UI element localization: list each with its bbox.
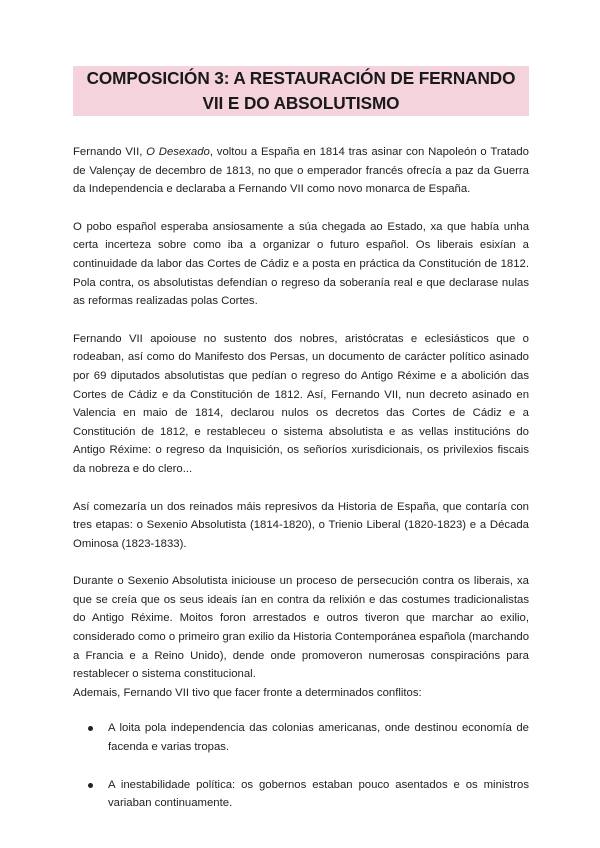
paragraph-3: Fernando VII apoiouse no sustento dos nobres, aristócratas e eclesiásticos que o rodeaban, así como do Manifesto dos Persas, un documento de carácter político asinado por 69 diputados absolutistas que pedían o regreso do Antigo Réxime e a abolición das Cortes de Cádiz e da Constitución de 1812. Así, Fernando VII, nun decreto asinado en Valencia en maio de 1814, declarou nulos os decretos das Cortes de Cádiz e a Constitución de 1812, e restableceu o sistema absolutista e as vellas institucións do Antigo Réxime: o regreso da Inquisición, os señoríos xurisdicionais, os privilexios fiscais da nobreza e do clero...: [73, 332, 529, 475]
paragraph-6: Ademais, Fernando VII tivo que facer fronte a determinados conflitos:: [73, 686, 422, 699]
paragraph-2: O pobo español esperaba ansiosamente a súa chegada ao Estado, xa que había unha certa incerteza sobre como iba a organizar o futuro español. Os liberais esixían a continuidade da labor das Cortes de Cádiz e a posta en práctica da Constitución de 1812. Pola contra, os absolutistas defendían o regreso da soberanía real e que declarase nulas as reformas realizadas polas Cortes.: [73, 220, 529, 308]
paragraph-1-end: , voltou a España en 1814 tras asinar con Napoleón o Tratado de Valençay de decembro de 1813, no que o emperador francés ofrecía a paz da Guerra da Independencia e declaraba a Fernando VII como novo monarca de España.: [73, 146, 529, 196]
paragraph-5: Durante o Sexenio Absolutista iniciouse un proceso de persecución contra os liberais, xa que se creía que os seus ideais ían en contra da relixión e das costumes tradicionalistas do Antigo Réxime. Moitos foron arrestados e outros tiveron que marchar ao exilio, considerado como o primeiro gran exilio da Historia Contemporánea española (marchando a Francia e a Reino Unido), dende onde promoveron numerosas conspiracións para restablecer o sistema constitucional.: [73, 575, 529, 681]
paragraph-1: [73, 143, 529, 199]
title-line-2: VII E DO ABSOLUTISMO: [202, 93, 400, 113]
list-item: [73, 776, 529, 813]
list-item-text: A inestabilidade política: os gobernos estaban pouco asentados e os ministros variaban continuamente.: [108, 778, 529, 810]
title-line-1: COMPOSICIÓN 3: A RESTAURACIÓN DE FERNANDO: [86, 68, 516, 88]
list-item: [73, 719, 529, 756]
paragraph-1-start: Fernando VII,: [73, 146, 147, 158]
paragraph-4: Así comezaría un dos reinados máis represivos da Historia de España, que contaría con tres etapas: o Sexenio Absolutista (1814-1820), o Trienio Liberal (1820-1823) e a Década Ominosa (1823-1833).: [73, 500, 529, 550]
conflicts-list: [73, 719, 529, 812]
list-item-text: A loita pola independencia das colonias americanas, onde destinou economía de facenda e varias tropas.: [108, 722, 529, 754]
document-title: [73, 66, 529, 116]
bullet-icon: [88, 726, 93, 731]
paragraph-1-italic: O Desexado: [146, 146, 210, 158]
bullet-icon: [88, 783, 93, 788]
document-page: [73, 66, 529, 832]
